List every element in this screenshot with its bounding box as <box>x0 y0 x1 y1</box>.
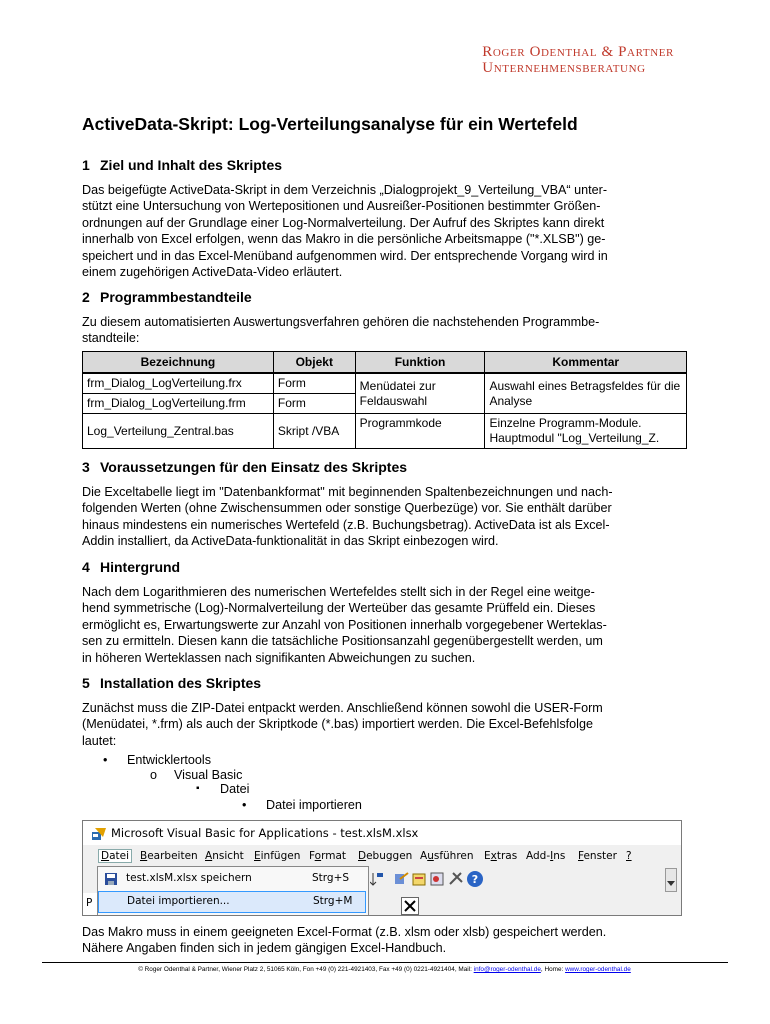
list-item: Datei <box>220 782 250 796</box>
section-title: Programmbestandteile <box>100 289 252 305</box>
footer-mail-link[interactable]: info@roger-odenthal.de <box>473 966 541 973</box>
text-line: sen zu ermitteln. Diesen kann die tatsächliche Positionsanzahl gegenübergestellt werden, um <box>82 634 603 649</box>
section-5-paragraph <box>82 700 685 749</box>
table-cell: Programmkode <box>355 414 485 449</box>
text-line: hend symmetrische (Log)-Normalverteilung der Werteüber das gesamte Prüffeld ein. Dieses <box>82 601 596 616</box>
section-number: 3 <box>82 459 90 475</box>
menu-item-add-ins[interactable] <box>526 850 565 862</box>
section-number: 2 <box>82 289 90 305</box>
vba-title-bar <box>83 821 681 845</box>
sort-icon[interactable] <box>370 871 384 887</box>
text-line: speichert und in das Excel-Menüband aufgenommen wird. Der entsprechende Vorgang wird in <box>82 248 608 263</box>
bullet-icon: • <box>103 753 108 767</box>
toolbox-icon[interactable] <box>448 871 464 887</box>
menu-item-einfuegen[interactable] <box>254 850 300 862</box>
help-icon[interactable] <box>466 870 484 888</box>
footer-separator: , Home: <box>540 966 564 973</box>
menu-label: Fenster <box>578 850 617 862</box>
section-number: 4 <box>82 559 90 575</box>
table-cell: Form <box>273 373 355 394</box>
menu-item-bearbeiten[interactable] <box>140 850 198 862</box>
section-5-heading <box>82 675 261 691</box>
text-line: hinaus mindestens ein numerisches Wertefeld (z.B. Buchungsbetrag). ActiveData ist als Excel- <box>82 517 610 532</box>
menu-mnemonic: A <box>205 850 213 862</box>
section-1-heading <box>82 157 282 173</box>
section-4-heading <box>82 559 180 575</box>
menu-mnemonic: o <box>314 850 322 862</box>
project-panel-fragment <box>83 893 98 915</box>
menu-label <box>626 850 632 862</box>
text-line: Das Makro muss in einem geeigneten Excel-Format (z.B. xlsm oder xlsb) gespeichert werden. <box>82 925 607 939</box>
text-line: Addin installiert, da ActiveData-funktionalität in das Skript einbezogen wird. <box>82 534 499 549</box>
closing-paragraph <box>82 924 685 957</box>
text-line: Nähere Angaben finden sich in jedem gängigen Excel-Handbuch. <box>82 941 447 956</box>
object-browser-icon[interactable] <box>430 871 446 887</box>
save-shortcut: Strg+S <box>312 872 350 884</box>
brand-line-1: Roger Odenthal & Partner <box>482 44 674 60</box>
vba-toolbar <box>368 868 678 890</box>
bullet-icon: • <box>242 798 247 812</box>
project-panel-letter: P <box>86 897 93 909</box>
table-cell: Auswahl eines Betragsfeldes für die Analyse <box>485 373 687 414</box>
menu-item-help[interactable] <box>626 850 632 862</box>
section-number: 1 <box>82 157 90 173</box>
section-title: Installation des Skriptes <box>100 675 262 691</box>
menu-item-format[interactable] <box>309 850 346 862</box>
close-icon <box>404 900 416 912</box>
square-bullet-icon: ▪ <box>196 783 200 794</box>
list-item: Datei importieren <box>266 798 362 812</box>
menu-label: Debuggen <box>358 850 413 862</box>
menu-item-save[interactable] <box>98 869 366 889</box>
menu-label: Bearbeiten <box>140 850 198 862</box>
menu-item-ausfuehren[interactable] <box>420 850 474 862</box>
close-panel-button[interactable] <box>401 897 419 915</box>
text-line: stützt eine Untersuchung von Wertepositionen und Ausreißer-Positionen bestimmter Größen- <box>82 199 601 214</box>
text-line: Zunächst muss die ZIP-Datei entpackt werden. Anschließend können sowohl die USER-Form <box>82 701 603 715</box>
text-line: Das beigefügte ActiveData-Skript in dem Verzeichnis „Dialogprojekt_9_Verteilung_VBA“ unter- <box>82 183 608 197</box>
table-cell: Form <box>273 394 355 414</box>
import-shortcut: Strg+M <box>313 895 353 907</box>
menu-mnemonic: E <box>254 850 261 862</box>
section-title: Hintergrund <box>100 559 181 575</box>
table-row <box>83 414 687 449</box>
import-label: Datei importieren... <box>127 895 230 907</box>
table-cell: Skript /VBA <box>273 414 355 449</box>
menu-mnemonic: F <box>578 850 584 862</box>
text-line: innerhalb von Excel erfolgen, wenn das Makro in die persönliche Arbeitsmappe ("*.XLSB") ge- <box>82 232 606 247</box>
menu-label: Ansicht <box>205 850 244 862</box>
properties-icon[interactable] <box>412 871 428 887</box>
datei-dropdown-menu <box>97 866 369 916</box>
page-footer <box>82 966 687 973</box>
menu-label: Extras <box>484 850 518 862</box>
section-2-heading <box>82 289 252 305</box>
menu-mnemonic: ? <box>626 850 632 862</box>
text-line: in höheren Werteklassen nach signifikanten Abweichungen zu suchen. <box>82 650 476 665</box>
chevron-down-icon <box>667 881 675 887</box>
section-3-heading <box>82 459 407 475</box>
section-4-paragraph <box>82 584 685 666</box>
menu-label: Datei <box>101 850 130 862</box>
table-cell: frm_Dialog_LogVerteilung.frx <box>83 373 274 394</box>
column-header: Funktion <box>355 352 485 374</box>
menu-item-debuggen[interactable] <box>358 850 412 862</box>
menu-item-extras[interactable] <box>484 850 517 862</box>
column-header: Kommentar <box>485 352 687 374</box>
table-row <box>83 373 687 394</box>
list-item: Entwicklertools <box>127 753 211 767</box>
table-cell: frm_Dialog_LogVerteilung.frm <box>83 394 274 414</box>
section-2-paragraph <box>82 314 685 347</box>
text-line: folgenden Werten (ohne Zwischensummen oder sonstige Querbezüge) vor. Sie enthält darüber <box>82 501 612 516</box>
brand-line-2: Unternehmensberatung <box>482 60 646 76</box>
table-cell: Log_Verteilung_Zentral.bas <box>83 414 274 449</box>
circle-bullet-icon: o <box>150 768 158 782</box>
scrollbar-down-button[interactable] <box>665 868 677 892</box>
text-line: Zu diesem automatisierten Auswertungsverfahren gehören die nachstehenden Programmbe- <box>82 315 600 329</box>
project-explorer-icon[interactable] <box>394 871 410 887</box>
menu-mnemonic: D <box>101 850 110 862</box>
vba-menu-bar <box>83 847 681 867</box>
section-number: 5 <box>82 675 90 691</box>
text-line: ordnungen auf der Grundlage einer Log-Normalverteilung. Der Aufruf des Skriptes kann direkt <box>82 215 605 230</box>
text-line: standteile: <box>82 331 140 346</box>
text-line: (Menüdatei, *.frm) als auch der Skriptkode (*.bas) importiert werden. Die Excel-Befehlsfolge <box>82 717 593 732</box>
section-1-paragraph <box>82 182 685 280</box>
column-header: Objekt <box>273 352 355 374</box>
text-line: ermöglicht es, Erwartungswerte zur Anzahl von Positionen innerhalb vorgegebener Werteklas- <box>82 617 607 632</box>
column-header: Bezeichnung <box>83 352 274 374</box>
menu-label: Format <box>309 850 347 862</box>
text-line: einem zugehörigen ActiveData-Video erläutert. <box>82 265 343 280</box>
footer-home-link[interactable]: www.roger-odenthal.de <box>565 966 631 973</box>
vba-app-icon <box>91 826 107 842</box>
menu-item-fenster[interactable] <box>578 850 617 862</box>
table-header-row <box>83 352 687 374</box>
menu-item-datei[interactable] <box>99 850 131 862</box>
list-item: Visual Basic <box>174 768 243 782</box>
vba-window-title: Microsoft Visual Basic for Applications - test.xlsM.xlsx <box>111 826 419 840</box>
table-cell: Menüdatei zur Feldauswahl <box>355 373 485 414</box>
menu-item-ansicht[interactable] <box>205 850 244 862</box>
menu-label: Add-Ins <box>526 850 566 862</box>
menu-mnemonic: B <box>140 850 148 862</box>
menu-mnemonic: x <box>490 850 497 862</box>
footer-text: © Roger Odenthal & Partner, Wiener Platz 2, 51065 Köln, Fon +49 (0) 221-4921403, Fax +49 (0) 0221-4921404, Mail: <box>138 966 472 973</box>
menu-label: Ausführen <box>420 850 474 862</box>
save-icon <box>104 872 118 886</box>
menu-mnemonic: D <box>358 850 367 862</box>
table-cell: Einzelne Programm-Module. Hauptmodul "Log_Verteilung_Z. <box>485 414 687 449</box>
menu-mnemonic: u <box>427 850 434 862</box>
footer-divider <box>42 962 728 963</box>
menu-mnemonic: I <box>550 850 554 862</box>
section-3-paragraph <box>82 484 685 550</box>
menu-item-import-file[interactable] <box>98 891 366 913</box>
components-table <box>82 351 687 449</box>
menu-path-list <box>0 752 770 816</box>
text-line: Nach dem Logarithmieren des numerischen Wertefeldes stellt sich in der Regel eine weitge- <box>82 585 595 599</box>
text-line: lautet: <box>82 733 117 748</box>
save-label: test.xlsM.xlsx speichern <box>126 872 252 884</box>
svg-text:?: ? <box>471 873 479 886</box>
brand-block <box>482 44 674 76</box>
section-title: Ziel und Inhalt des Skriptes <box>100 157 283 173</box>
document-title: ActiveData-Skript: Log-Verteilungsanalyse für ein Wertefeld <box>82 114 578 134</box>
vba-editor-screenshot <box>82 820 682 916</box>
section-title: Voraussetzungen für den Einsatz des Skriptes <box>100 459 408 475</box>
menu-label: Einfügen <box>254 850 301 862</box>
text-line: Die Exceltabelle liegt im "Datenbankformat" mit beginnenden Spaltenbezeichnungen und nach- <box>82 485 613 499</box>
